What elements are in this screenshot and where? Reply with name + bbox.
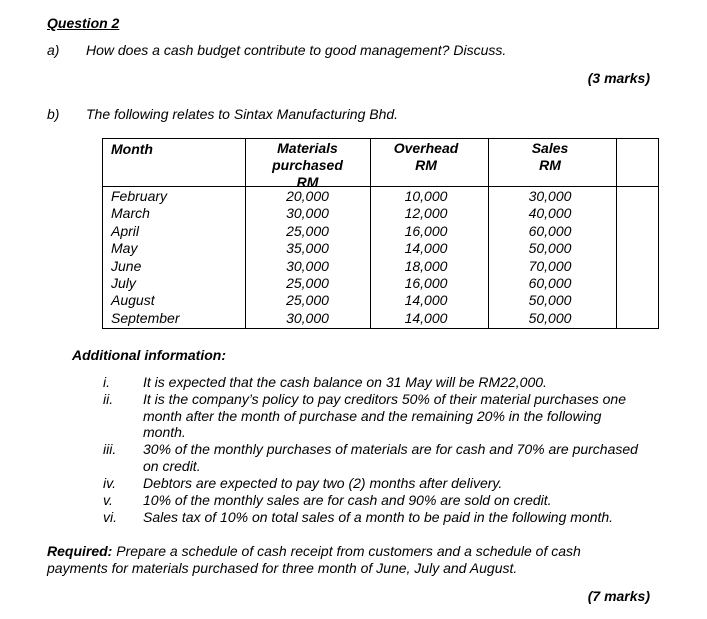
table-cell-sales: 30,000	[528, 188, 572, 204]
part-b-marks: (7 marks)	[587, 588, 650, 604]
header-month: Month	[111, 141, 153, 157]
required-text-2: payments for materials purchased for three month of June, July and August.	[47, 560, 518, 576]
table-cell-materials: 30,000	[286, 309, 329, 326]
table-cell-sales: 60,000	[528, 275, 572, 291]
list-item-number: v.	[103, 491, 113, 508]
table-cell-sales: 60,000	[528, 222, 572, 239]
table-cell-overhead: 14,000	[404, 292, 448, 309]
table-cell-materials: 30,000	[286, 257, 329, 274]
part-b-intro: The following relates to Sintax Manufacturing Bhd.	[86, 106, 399, 122]
table-cell-materials: 30,000	[286, 205, 329, 222]
table-cell-materials: 25,000	[286, 292, 329, 309]
data-table	[102, 138, 659, 329]
table-cell-materials: 25,000	[286, 222, 329, 239]
additional-info-heading: Additional information:	[72, 347, 226, 363]
table-cell-month: May	[111, 240, 138, 257]
table-cell-overhead: 14,000	[404, 309, 448, 326]
table-cell-sales: 70,000	[528, 257, 572, 274]
list-item-text: month.	[143, 424, 186, 440]
list-item-number: iv.	[103, 474, 116, 491]
list-item-text: It is expected that the cash balance on 31 May will be RM22,000.	[143, 374, 547, 390]
part-a-label: a)	[47, 42, 60, 58]
table-cell-materials: 25,000	[286, 275, 329, 291]
list-item-number: ii.	[103, 391, 114, 407]
list-item-text: 10% of the monthly sales are for cash and 90% are sold on credit.	[143, 491, 552, 508]
table-cell-month: March	[111, 205, 150, 222]
part-b-label: b)	[47, 106, 60, 122]
table-cell-materials: 20,000	[286, 188, 329, 204]
header-materials: Materials purchased RM	[272, 140, 343, 190]
header-overhead: Overhead RM	[393, 140, 459, 173]
part-a-marks: (3 marks)	[587, 70, 650, 86]
table-cell-materials: 35,000	[286, 240, 329, 257]
list-item-text: It is the company’s policy to pay creditors 50% of their material purchases one	[143, 391, 626, 407]
required-line-1	[47, 543, 581, 559]
table-cell-sales: 40,000	[528, 205, 572, 222]
list-item-number: vi.	[103, 508, 117, 525]
part-a-question: How does a cash budget contribute to good management? Discuss.	[86, 42, 507, 58]
table-cell-sales: 50,000	[528, 240, 572, 257]
table-cell-overhead: 10,000	[404, 188, 448, 204]
table-cell-month: August	[111, 292, 155, 309]
list-item-text: on credit.	[143, 457, 201, 474]
table-cell-overhead: 16,000	[404, 222, 448, 239]
table-cell-overhead: 18,000	[404, 257, 448, 274]
table-cell-overhead: 14,000	[404, 240, 448, 257]
header-sales: Sales RM	[531, 140, 569, 173]
table-cell-month: June	[111, 257, 142, 274]
required-text-1: Prepare a schedule of cash receipt from customers and a schedule of cash	[116, 543, 581, 559]
table-cell-month: September	[111, 309, 180, 326]
list-item-text: Debtors are expected to pay two (2) months after delivery.	[143, 474, 503, 491]
table-cell-month: July	[111, 275, 136, 291]
required-label: Required:	[47, 543, 113, 559]
table-cell-month: February	[111, 188, 168, 204]
table-cell-overhead: 12,000	[404, 205, 448, 222]
table-cell-month: April	[111, 222, 140, 239]
list-item-text: month after the month of purchase and the remaining 20% in the following	[143, 407, 602, 424]
question-title: Question 2	[47, 15, 120, 31]
list-item-text: Sales tax of 10% on total sales of a month to be paid in the following month.	[143, 508, 614, 525]
table-cell-sales: 50,000	[528, 309, 572, 326]
table-cell-overhead: 16,000	[404, 275, 448, 291]
list-item-number: i.	[103, 374, 110, 390]
table-cell-sales: 50,000	[528, 292, 572, 309]
list-item-number: iii.	[103, 441, 117, 457]
list-item-text: 30% of the monthly purchases of materials are for cash and 70% are purchased	[143, 441, 638, 457]
